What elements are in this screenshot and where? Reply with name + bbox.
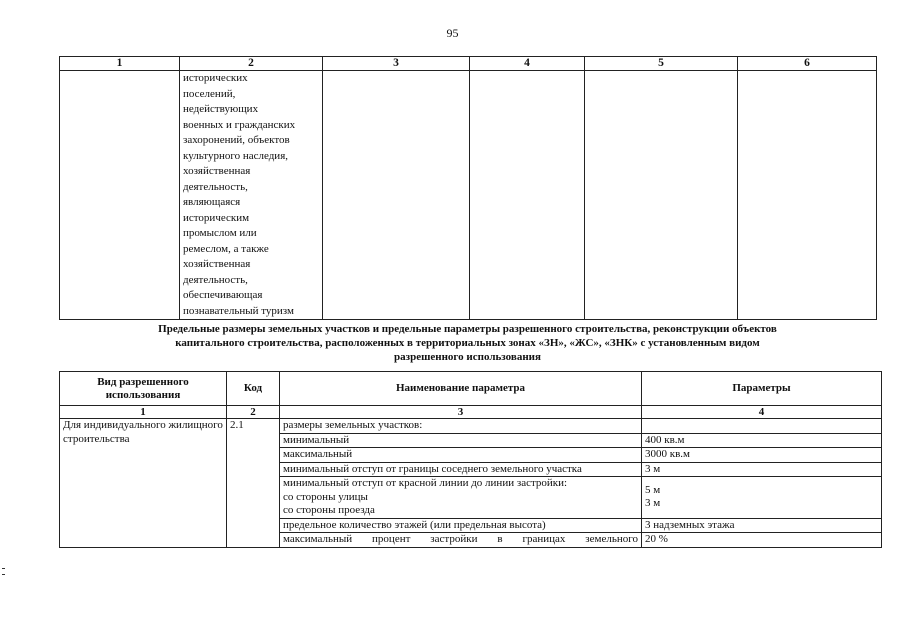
- column-number: 4: [470, 57, 585, 71]
- column-number: 2: [227, 406, 280, 419]
- text-line: поселений,: [183, 87, 236, 100]
- text-line: исторических: [183, 72, 248, 84]
- param-name-cell: минимальный: [280, 433, 642, 448]
- text-line: обеспечивающая: [183, 289, 263, 301]
- param-value-cell: 3 надземных этажа: [642, 518, 882, 533]
- continuation-table: [59, 56, 877, 320]
- table-cell: [323, 71, 470, 320]
- header-use-type: Вид разрешенного использования: [60, 372, 227, 406]
- heading-line: капитального строительства, расположенных в территориальных зонах «ЗН», «ЖС», «ЗНК» с установленным видом: [175, 337, 760, 349]
- column-number-row: [60, 57, 877, 71]
- text-line: 3 м: [645, 497, 661, 510]
- param-value-cell: [642, 477, 882, 519]
- text-line: минимальный отступ от красной линии до линии застройки:: [283, 477, 568, 489]
- section-heading: [59, 322, 876, 364]
- text-line: промыслом или: [183, 227, 257, 239]
- param-value-cell: 3000 кв.м: [642, 448, 882, 463]
- table-cell: [738, 71, 877, 320]
- table-cell: [585, 71, 738, 320]
- text-line: деятельность,: [183, 180, 248, 193]
- text-line: познавательный туризм: [183, 304, 294, 317]
- text-line: со стороны улицы: [283, 490, 368, 503]
- use-type-cell: Для индивидуального жилищного строительства: [60, 419, 227, 548]
- column-number-row: [60, 406, 882, 419]
- text-line: недействующих: [183, 103, 259, 115]
- table-cell-description: [180, 71, 323, 320]
- text-line: являющаяся: [183, 196, 241, 208]
- page-number: 95: [446, 26, 459, 40]
- text-line: культурного наследия,: [183, 149, 288, 162]
- header-param-name: Наименование параметра: [280, 372, 642, 406]
- table-cell: [60, 71, 180, 320]
- param-value-cell: 20 %: [642, 533, 882, 548]
- column-number: 5: [585, 57, 738, 71]
- table-cell: [470, 71, 585, 320]
- header-params: Параметры: [642, 372, 882, 406]
- text-line: 5 м: [645, 483, 661, 496]
- param-name-cell: предельное количество этажей (или предельная высота): [280, 518, 642, 533]
- code-cell: 2.1: [227, 419, 280, 548]
- param-value-cell: [642, 419, 882, 434]
- header-code: Код: [227, 372, 280, 406]
- column-number: 2: [180, 57, 323, 71]
- scan-edge-mark: [2, 568, 5, 569]
- text-line: ремеслом, а также: [183, 242, 269, 255]
- heading-line: Предельные размеры земельных участков и предельные параметры разрешенного строительства, реконструкции объектов: [158, 323, 777, 335]
- param-value-cell: 400 кв.м: [642, 433, 882, 448]
- table-row: [60, 419, 882, 434]
- text-line: историческим: [183, 211, 250, 224]
- text-line: со стороны проезда: [283, 504, 375, 516]
- column-number: 6: [738, 57, 877, 71]
- scan-edge-mark: [2, 574, 5, 575]
- param-name-cell: максимальный процент застройки в границах земельного: [280, 533, 642, 548]
- table-row: [60, 71, 877, 320]
- column-number: 1: [60, 57, 180, 71]
- text-line: хозяйственная: [183, 165, 251, 177]
- text-line: деятельность,: [183, 273, 248, 286]
- heading-line: разрешенного использования: [394, 351, 541, 363]
- param-value-cell: 3 м: [642, 462, 882, 477]
- param-name-cell: [280, 477, 642, 519]
- param-name-cell: минимальный отступ от границы соседнего земельного участка: [280, 462, 642, 477]
- header-row: [60, 372, 882, 406]
- text-line: захоронений, объектов: [183, 134, 290, 146]
- param-name-cell: размеры земельных участков:: [280, 419, 642, 434]
- text-line: хозяйственная: [183, 258, 251, 270]
- column-number: 4: [642, 406, 882, 419]
- text-line: военных и гражданских: [183, 118, 296, 131]
- param-name-cell: максимальный: [280, 448, 642, 463]
- column-number: 3: [280, 406, 642, 419]
- parameters-table: [59, 371, 882, 548]
- column-number: 1: [60, 406, 227, 419]
- column-number: 3: [323, 57, 470, 71]
